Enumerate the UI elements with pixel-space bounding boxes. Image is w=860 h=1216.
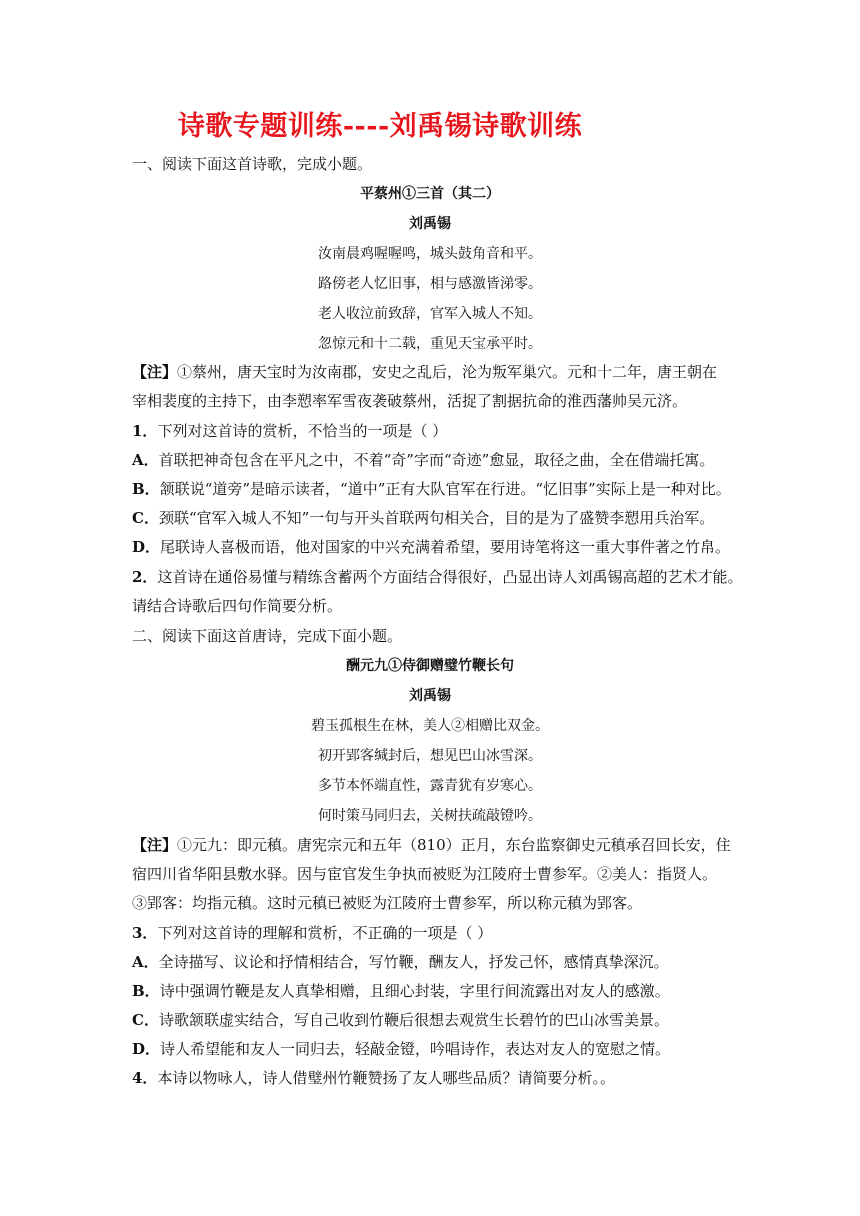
page-title: 诗歌专题训练----刘禹锡诗歌训练 xyxy=(177,111,583,142)
option-text: 诗人希望能和友人一同归去，轻敲金镫，吟唱诗作，表达对友人的宽慰之情。 xyxy=(160,1040,671,1058)
option-text: 诗中强调竹鞭是友人真挚相赠，且细心封装，字里行间流露出对友人的感激。 xyxy=(159,982,670,1000)
poem-line: 路傍老人忆旧事，相与感激皆涕零。 xyxy=(318,276,542,292)
question-2 xyxy=(132,567,752,587)
option-text: 全诗描写、议论和抒情相结合，写竹鞭，酬友人，抒发己怀，感情真挚深沉。 xyxy=(158,953,669,971)
poem-line: 何时策马同归去，关树扶疏敲镫吟。 xyxy=(318,808,542,824)
note-text: 宰相裴度的主持下，由李愬率军雪夜袭破蔡州，活捉了割据抗命的淮西藩帅吴元济。 xyxy=(132,392,688,410)
poem-line: 多节本怀端直性，露青犹有岁寒心。 xyxy=(318,778,542,794)
poem-title-2: 酬元九①侍御赠璧竹鞭长句 xyxy=(346,658,514,674)
poem-line: 老人收泣前致辞，官军入城人不知。 xyxy=(318,306,542,322)
poem-author-2: 刘禹锡 xyxy=(409,688,451,704)
poem-title-1: 平蔡州①三首（其二） xyxy=(360,186,500,202)
option-label: D． xyxy=(132,1040,161,1058)
section-heading-2: 二、阅读下面这首唐诗，完成下面小题。 xyxy=(132,627,403,645)
note-text: ①蔡州，唐天宝时为汝南郡，安史之乱后，沦为叛军巢穴。元和十二年，唐王朝在 xyxy=(177,363,718,381)
option-a xyxy=(132,952,752,972)
option-label: A． xyxy=(132,953,159,971)
option-c xyxy=(132,508,752,528)
question-text: 下列对这首诗的赏析，不恰当的一项是（ ） xyxy=(157,422,448,440)
question-text: 请结合诗歌后四句作简要分析。 xyxy=(132,597,343,615)
question-number: 1． xyxy=(132,422,158,440)
option-label: B． xyxy=(132,480,160,498)
option-text: 尾联诗人喜极而语，他对国家的中兴充满着希望，要用诗笔将这一重大事件著之竹帛。 xyxy=(160,538,731,556)
option-c xyxy=(132,1010,752,1030)
option-label: A． xyxy=(132,451,159,469)
note-2 xyxy=(132,835,752,855)
question-text: 这首诗在通俗易懂与精练含蓄两个方面结合得很好，凸显出诗人刘禹锡高超的艺术才能。 xyxy=(157,568,743,586)
poem-line: 汝南晨鸡喔喔鸣，城头鼓角音和平。 xyxy=(318,246,542,262)
poem-line: 初开郢客缄封后，想见巴山冰雪深。 xyxy=(318,748,542,764)
question-text: 本诗以物咏人，诗人借璧州竹鞭赞扬了友人哪些品质？请简要分析。。 xyxy=(157,1069,615,1087)
option-text: 首联把神奇包含在平凡之中，不着“奇”字而“奇迹”愈显，取径之曲，全在借端托寓。 xyxy=(158,451,715,469)
note-1 xyxy=(132,362,752,382)
question-4 xyxy=(132,1068,752,1088)
option-d xyxy=(132,1039,752,1059)
option-text: 诗歌颔联虚实结合，写自己收到竹鞭后很想去观赏生长碧竹的巴山冰雪美景。 xyxy=(158,1011,669,1029)
question-number: 3． xyxy=(132,924,158,942)
option-label: C． xyxy=(132,1011,159,1029)
option-text: 颈联“官军入城人不知”一句与开头首联两句相关合，目的是为了盛赞李愬用兵治军。 xyxy=(158,509,715,527)
question-1 xyxy=(132,421,752,441)
option-a xyxy=(132,450,752,470)
note-text: 宿四川省华阳县敷水驿。因与宦官发生争执而被贬为江陵府士曹参军。②美人：指贤人。 xyxy=(132,865,718,883)
note-label: 【注】 xyxy=(132,363,178,381)
question-number: 2． xyxy=(132,568,158,586)
question-3 xyxy=(132,923,752,943)
option-label: D． xyxy=(132,538,161,556)
question-number: 4． xyxy=(132,1069,158,1087)
option-text: 颔联说“道旁”是暗示读者，“道中”正有大队官军在行进。“忆旧事”实际上是一种对比。 xyxy=(159,480,731,498)
section-heading-1: 一、阅读下面这首诗歌，完成小题。 xyxy=(132,155,373,173)
option-label: C． xyxy=(132,509,159,527)
note-text: ③郢客：均指元稹。这时元稹已被贬为江陵府士曹参军，所以称元稹为郢客。 xyxy=(132,894,643,912)
option-label: B． xyxy=(132,982,160,1000)
option-d xyxy=(132,537,752,557)
poem-line: 碧玉孤根生在林，美人②相赠比双金。 xyxy=(311,718,549,734)
poem-author-1: 刘禹锡 xyxy=(409,216,451,232)
question-text: 下列对这首诗的理解和赏析，不正确的一项是（ ） xyxy=(157,924,493,942)
note-label: 【注】 xyxy=(132,836,178,854)
option-b xyxy=(132,479,752,499)
option-b xyxy=(132,981,752,1001)
note-text: ①元九：即元稹。唐宪宗元和五年（810）正月，东台监察御史元稹承召回长安，住 xyxy=(177,836,731,854)
poem-line: 忽惊元和十二载，重见天宝承平时。 xyxy=(318,336,542,352)
